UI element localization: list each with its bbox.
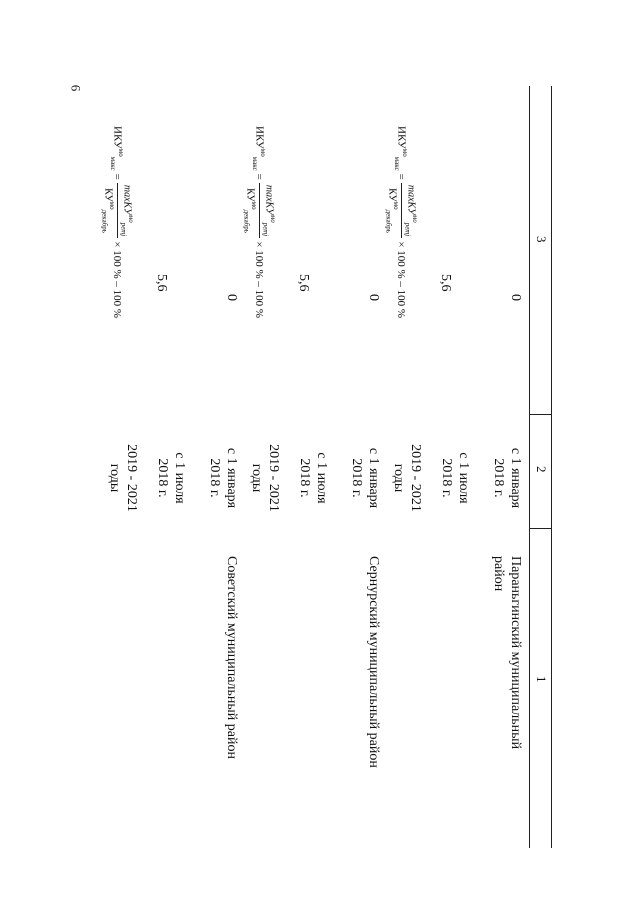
formula-lhs-sup: мо	[401, 148, 410, 157]
formula-numerator: maxКУ$^{мо}_{ретj}$	[117, 183, 136, 238]
header-divider-1	[530, 414, 552, 415]
period-cell: с 1 января 2018 г.	[207, 447, 239, 509]
formula-fraction	[240, 183, 278, 238]
formula-denominator: $КУ^{мо}_{декабрь}$	[100, 188, 116, 233]
formula-cell	[240, 126, 278, 318]
page-number: 6	[68, 84, 84, 92]
formula-den-sup: мо	[107, 201, 116, 210]
formula-lhs: $ИКУ^{мо}_{макс}$	[393, 126, 410, 171]
formula-lhs-sub: макс	[251, 156, 260, 171]
value-cell: 0	[366, 294, 381, 301]
period-cell: с 1 июля 2018 г.	[297, 452, 329, 504]
period-cell: с 1 января 2018 г.	[349, 447, 381, 509]
header-col-2: 2	[534, 466, 549, 473]
formula-tail: × 100 % – 100 %	[111, 241, 124, 319]
formula-tail: × 100 % – 100 %	[253, 241, 266, 319]
period-cell: 2019 - 2021 годы	[107, 444, 139, 512]
formula-num-sub: ретj	[119, 222, 128, 237]
value-cell: 5,6	[296, 274, 311, 292]
formula-den-sup: мо	[391, 201, 400, 210]
period-cell: 2019 - 2021 годы	[249, 444, 281, 512]
formula-lhs-sub: макс	[109, 156, 118, 171]
formula-denominator: $КУ^{мо}_{декабрь}$	[384, 188, 400, 233]
formula-den-sub: декабрь	[100, 209, 109, 233]
formula-fraction	[382, 183, 420, 238]
formula-num-sub: ретj	[261, 222, 270, 237]
period-cell: с 1 июля 2018 г.	[155, 452, 187, 504]
district-name: Параньгинский муниципальный район	[491, 556, 523, 750]
header-bottom-rule	[529, 86, 530, 848]
value-cell: 0	[224, 294, 239, 301]
formula-num-sub: ретj	[403, 222, 412, 237]
formula-num-sup: мо	[269, 214, 277, 223]
table-top-rule	[551, 86, 552, 848]
formula-den-sub: декабрь	[384, 209, 393, 233]
formula-tail: × 100 % – 100 %	[395, 241, 408, 319]
period-cell: с 1 января 2018 г.	[491, 447, 523, 509]
rotated-table	[100, 86, 552, 848]
formula-den-sup: мо	[249, 201, 258, 210]
formula-lhs: $ИКУ^{мо}_{макс}$	[251, 126, 268, 171]
formula-equals: =	[111, 173, 124, 180]
formula-lhs-sup: мо	[117, 148, 126, 157]
formula-numerator: maxКУ$^{мо}_{ретj}$	[259, 183, 278, 238]
header-col-1: 1	[534, 676, 549, 683]
formula-cell	[98, 126, 136, 318]
formula-num-sup: мо	[411, 214, 419, 223]
formula-lhs: $ИКУ^{мо}_{макс}$	[109, 126, 126, 171]
district-name: Сернурский муниципальный район	[366, 556, 381, 768]
period-cell: 2019 - 2021 годы	[391, 444, 423, 512]
header-col-3: 3	[534, 236, 549, 243]
period-cell: с 1 июля 2018 г.	[439, 452, 471, 504]
value-cell: 5,6	[438, 274, 453, 292]
formula-equals: =	[395, 173, 408, 180]
formula-numerator: maxКУ$^{мо}_{ретj}$	[401, 183, 420, 238]
formula-equals: =	[253, 173, 266, 180]
formula-cell	[382, 126, 420, 318]
formula-denominator: $КУ^{мо}_{декабрь}$	[242, 188, 258, 233]
value-cell: 0	[508, 294, 523, 301]
value-cell: 5,6	[154, 274, 169, 292]
district-name: Советский муниципальный район	[224, 556, 239, 759]
formula-lhs-sup: мо	[259, 148, 268, 157]
formula-den-sub: декабрь	[242, 209, 251, 233]
formula-fraction	[98, 183, 136, 238]
formula-lhs-sub: макс	[393, 156, 402, 171]
formula-num-sup: мо	[127, 214, 135, 223]
header-divider-2	[530, 528, 552, 529]
